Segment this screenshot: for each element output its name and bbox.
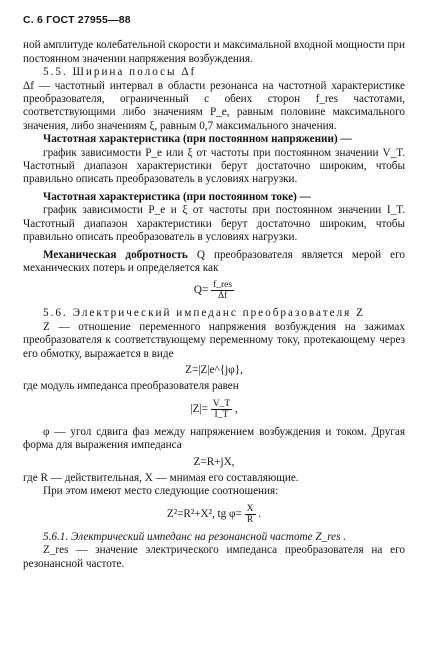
freq-char-current-term: Частотная характеристика (при постоянном токе) — bbox=[43, 190, 311, 203]
q-fraction-den: Δf bbox=[217, 291, 228, 302]
q-fraction-num: f_res bbox=[213, 280, 233, 291]
relations-after: . bbox=[258, 507, 262, 520]
r-x-text: где R — действительная, X — мнимая его составляющие. bbox=[23, 471, 299, 484]
freq-char-voltage-term: Частотная характеристика (при постоянном напряжении) — bbox=[43, 133, 352, 146]
section-5-6-1-title: 5.6.1. Электрический импеданс на резонансной частоте Z_res . bbox=[43, 530, 347, 543]
phi-text: φ — угол сдвига фаз между напряжением возбуждения и током. Другая форма для выражения импеданса bbox=[23, 425, 405, 452]
q-body: Q преобразователя является мерой его механических потерь и определяется как bbox=[23, 248, 405, 274]
section-5-5-body: Δf — частотный интервал в области резонанса на частотной характеристике преобразователя, ограниченный с обеих сторон f_res частотами, соответствующими либо значениям P_e, равным половине максимального значения, либо значениям ξ, равным 0,7 максимального значения. bbox=[23, 79, 405, 132]
modulus-intro: где модуль импеданса преобразователя равен bbox=[23, 380, 239, 393]
modulus-den: I_T bbox=[214, 409, 229, 420]
q-fraction bbox=[211, 280, 234, 301]
relations-formula bbox=[23, 504, 405, 525]
q-definition bbox=[23, 249, 405, 276]
q-term: Механическая добротность bbox=[43, 248, 188, 261]
freq-char-current-body: график зависимости P_e и ξ от частоты при постоянном значении I_T. Частотный диапазон характеристики берут достаточно широким, чтобы правильно описать преобразователь в условиях нагрузки. bbox=[23, 204, 405, 244]
section-5-6-title: 5.6. Электрический импеданс преобразователя Z bbox=[43, 307, 365, 320]
section-5-6-1-body: Z_res — значение электрического импеданса преобразователя на его резонансной частоте. bbox=[23, 544, 405, 570]
modulus-left: |Z|= bbox=[190, 402, 208, 415]
freq-char-voltage-body: график зависимости P_e или ξ от частоты при постоянном значении V_T. Частотный диапазон характеристики берут достаточно широким, чтобы правильно описать преобразователь в условиях нагрузки. bbox=[23, 146, 405, 186]
q-formula-left: Q= bbox=[193, 284, 209, 297]
z-exp-formula: Z=|Z|e^{jφ}, bbox=[185, 363, 243, 376]
relations-left: Z²=R²+X², tg φ= bbox=[166, 507, 242, 520]
modulus-formula bbox=[23, 399, 405, 420]
page-header: С. 6 ГОСТ 27955—88 bbox=[23, 14, 131, 26]
section-5-6-body: Z — отношение переменного напряжения возбуждения на зажимах преобразователя к соответствующему переменному току, протекающему через его обмотку, выражается в виде bbox=[23, 320, 405, 360]
relations-fraction bbox=[245, 504, 256, 525]
modulus-fraction bbox=[211, 399, 232, 420]
q-formula bbox=[23, 280, 405, 301]
modulus-num: V_T bbox=[212, 398, 231, 409]
section-5-5-title: 5.5. Ширина полосы Δf bbox=[43, 66, 197, 79]
relations-den: R bbox=[246, 514, 254, 525]
paragraph-continuation: ной амплитуде колебательной скорости и максимальной входной мощности при постоянном значении напряжения возбуждения. bbox=[23, 39, 405, 65]
relations-num: X bbox=[246, 503, 254, 514]
z-alt-formula: Z=R+jX, bbox=[193, 455, 235, 468]
modulus-after: , bbox=[234, 402, 238, 415]
relations-intro: При этом имеют место следующие соотношения: bbox=[43, 485, 279, 498]
